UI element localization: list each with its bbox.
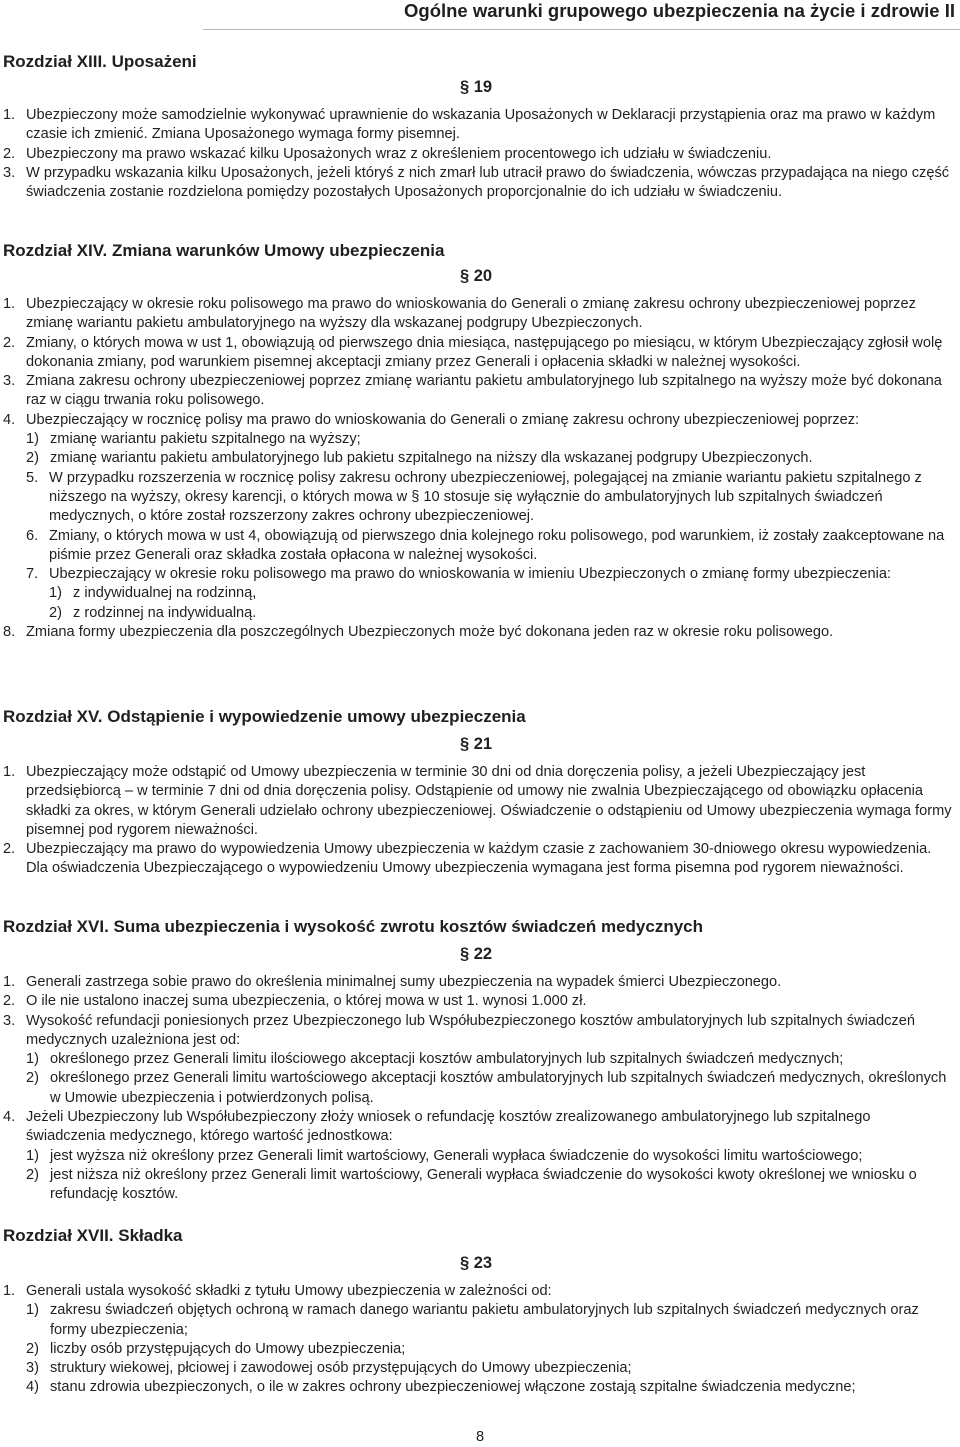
sub-list-item [3,1301,953,1340]
list-item-number: 7. [26,566,39,583]
chapter-heading: Rozdział XIV. Zmiana warunków Umowy ubezpieczenia [3,241,445,260]
list-item-text: Generali zastrzega sobie prawo do określenia minimalnej sumy ubezpieczenia na wypadek śmierci Ubezpieczonego. [26,974,782,990]
paragraph-number: § 23 [460,1254,493,1272]
list-item-number: 5. [26,469,39,486]
list-item [3,763,953,840]
header-divider [203,29,960,30]
sub-list-item-number: 2) [26,1070,39,1087]
list-item-text: O ile nie ustalono inaczej suma ubezpieczenia, o której mowa w ust 1. wynosi 1.000 zł. [26,993,587,1010]
sub-list-item [3,1340,953,1359]
sub-list-item-number: 2) [49,604,62,621]
sub-list-item-number: 1) [26,1147,39,1164]
list-item [3,565,953,584]
sub-list-item [3,604,953,623]
list-item-text: Ubezpieczający może odstąpić od Umowy ubezpieczenia w terminie 30 dni od dnia doręczenia polisy, a jeżeli Ubezpieczający jest przedsiębiorcą – w terminie 7 dni od dnia doręczenia polisy. Odstąpienie od umowy nie zwalnia Ubezpieczającego od obowiązku opłacenia składki za okres, w którym Generali udzielało ochrony ubezpieczeniowej. Oświadczenie o odstąpieniu od Umowy ubezpieczenia wymaga formy pisemnej pod rygorem nieważności. [26,764,952,838]
list-item-number: 4. [3,411,16,428]
sub-list-item [3,1069,953,1108]
sub-list-item [3,1147,953,1166]
list-item-text: Zmiany, o których mowa w ust 1, obowiązują od pierwszego dnia miesiąca, następującego po miesiącu, w którym Ubezpieczający zgłosił wolę dokonania zmiany, pod warunkiem pisemnej akceptacji zmiany przez Generali i opłacenia składki w należnej wysokości. [26,334,943,370]
list-item-number: 8. [3,624,16,641]
list-item-text: Zmiana zakresu ochrony ubezpieczeniowej poprzez zmianę wariantu pakietu ambulatoryjnego lub szpitalnego na wyższy może być dokonana raz w ciągu trwania roku polisowego. [26,373,942,409]
list-item-number: 2. [3,841,16,858]
paragraph-number: § 22 [460,945,493,963]
sub-list-item-number: 4) [26,1379,39,1396]
chapter-heading: Rozdział XV. Odstąpienie i wypowiedzenie umowy ubezpieczenia [3,707,526,726]
list-item [3,372,953,411]
list-item [3,334,953,373]
list-item-text: Ubezpieczający ma prawo do wypowiedzenia Umowy ubezpieczenia w każdym czasie z zachowaniem 30-dniowego okresu wypowiedzenia. Dla oświadczenia Ubezpieczającego o wypowiedzeniu Umowy ubezpieczenia wymagana jest forma pisemna pod rygorem nieważności. [26,841,932,877]
sub-list-item [3,1166,953,1205]
list-item [3,411,953,430]
list-item [3,295,953,334]
list-item-number: 1. [3,1283,16,1299]
list-item [3,469,953,527]
section-items [3,1282,953,1398]
list-item-text: Zmiany, o których mowa w ust 4, obowiązują od pierwszego dnia kolejnego roku polisowego, pod warunkiem, iż zostały zaakceptowane na piśmie przez Generali oraz składka została opłacona w należnej wysokości. [49,527,945,563]
list-item-number: 3. [3,164,16,181]
list-item-number: 1. [3,107,16,123]
sub-list-item-text: liczby osób przystępujących do Umowy ubezpieczenia; [50,1340,406,1357]
sub-list-item [3,1359,953,1378]
sub-list-item [3,584,953,603]
list-item-number: 6. [26,527,39,544]
sub-list-item-number: 1) [26,1302,39,1319]
sub-list-item-text: z rodzinnej na indywidualną. [73,604,257,621]
chapter-heading: Rozdział XIII. Uposażeni [3,52,197,71]
list-item-text: W przypadku wskazania kilku Uposażonych, jeżeli któryś z nich zmarł lub utracił prawo do świadczenia, wówczas przypadająca na niego część świadczenia zostanie rozdzielona pomiędzy pozostałych Uposażonych proporcjonalnie do ich udziału w świadczeniu. [26,164,950,201]
sub-list-item-number: 1) [49,585,62,602]
sub-list-item-number: 3) [26,1360,39,1377]
sub-list-item-number: 1) [26,431,39,448]
list-item-number: 3. [3,1012,16,1029]
sub-list-item-text: stanu zdrowia ubezpieczonych, o ile w zakres ochrony ubezpieczeniowej włączone zostają szpitalne świadczenia medyczne; [50,1379,856,1396]
list-item [3,840,953,879]
list-item-text: Ubezpieczający w okresie roku polisowego ma prawo do wnioskowania do Generali o zmianę zakresu ochrony ubezpieczeniowej poprzez zmianę wariantu pakietu ambulatoryjnego na wyższy dla wskazanej podgrupy Ubezpieczonych. [26,296,916,332]
sub-list-item-text: zmianę wariantu pakietu szpitalnego na wyższy; [50,431,361,448]
sub-list-item-text: struktury wiekowej, płciowej i zawodowej osób przystępujących do Umowy ubezpieczenia; [50,1360,632,1377]
chapter-heading: Rozdział XVII. Składka [3,1226,183,1245]
paragraph-number: § 20 [460,267,493,285]
page-number: 8 [475,1429,485,1445]
list-item-text: Ubezpieczający w okresie roku polisowego ma prawo do wnioskowania w imieniu Ubezpieczonych o zmianę formy ubezpieczenia: [49,566,891,583]
sub-list-item [3,1378,953,1397]
list-item-text: Generali ustala wysokość składki z tytułu Umowy ubezpieczenia w zależności od: [26,1283,552,1299]
list-item [3,1108,953,1147]
list-item-text: Ubezpieczony może samodzielnie wykonywać uprawnienie do wskazania Uposażonych w Deklaracji przystąpienia oraz ma prawo w każdym czasie ich zmienić. Zmiana Uposażonego wymaga formy pisemnej. [26,107,936,143]
list-item-number: 2. [3,993,16,1010]
paragraph-number: § 21 [460,735,493,753]
chapter-heading: Rozdział XVI. Suma ubezpieczenia i wysokość zwrotu kosztów świadczeń medycznych [3,917,704,936]
list-item-text: Zmiana formy ubezpieczenia dla poszczególnych Ubezpieczonych może być dokonana jeden raz w okresie roku polisowego. [26,624,834,641]
sub-list-item [3,430,953,449]
list-item-text: Jeżeli Ubezpieczony lub Współubezpieczony złoży wniosek o refundację kosztów zrealizowanego ambulatoryjnego lub szpitalnego świadczenia medycznego, którego wartość jednostkowa: [26,1109,871,1145]
list-item [3,992,953,1011]
list-item [3,106,953,145]
sub-list-item-text: jest niższa niż określony przez Generali limit wartościowy, Generali wypłaca świadczenie do wysokości kwoty określonej we wniosku o refundację kosztów. [50,1166,917,1203]
section-items [3,973,953,1205]
paragraph-number: § 19 [460,78,493,96]
list-item-text: W przypadku rozszerzenia w rocznicę polisy zakresu ochrony ubezpieczeniowej, polegającej na zmianie wariantu pakietu szpitalnego z niższego na wyższy, okresy karencji, o których mowa w § 10 stosuje się wyłącznie do ambulatoryjnych lub szpitalnych świadczeń medycznych, o które został rozszerzony zakres ochrony ubezpieczeniowej. [49,469,922,525]
list-item-text: Wysokość refundacji poniesionych przez Ubezpieczonego lub Współubezpieczonego kosztów ambulatoryjnych lub szpitalnych świadczeń medycznych uzależniona jest od: [26,1012,915,1048]
list-item-number: 3. [3,373,16,390]
sub-list-item-text: z indywidualnej na rodzinną, [73,585,257,602]
list-item [3,527,953,566]
sub-list-item-number: 2) [26,1166,39,1183]
sub-list-item-number: 1) [26,1051,39,1068]
sub-list-item-text: zmianę wariantu pakietu ambulatoryjnego lub pakietu szpitalnego na niższy dla wskazanej podgrupy Ubezpieczonych. [50,450,813,467]
sub-list-item-text: określonego przez Generali limitu ilościowego akceptacji kosztów ambulatoryjnych lub szpitalnych świadczeń medycznych; [50,1051,844,1068]
list-item-number: 4. [3,1109,16,1126]
list-item-text: Ubezpieczający w rocznicę polisy ma prawo do wnioskowania do Generali o zmianę zakresu ochrony ubezpieczeniowej poprzez: [26,411,860,428]
list-item [3,1282,953,1301]
list-item [3,164,953,203]
section-items [3,106,953,202]
list-item-number: 1. [3,296,16,312]
sub-list-item-number: 2) [26,450,39,467]
list-item [3,973,953,992]
sub-list-item [3,449,953,468]
sub-list-item-text: określonego przez Generali limitu wartościowego akceptacji kosztów ambulatoryjnych lub szpitalnych świadczeń medycznych, określonych w Umowie ubezpieczenia i potwierdzonych polisą. [50,1070,947,1106]
list-item [3,1012,953,1051]
list-item [3,145,953,164]
sub-list-item-text: zakresu świadczeń objętych ochroną w ramach danego wariantu pakietu ambulatoryjnych lub szpitalnych świadczeń medycznych oraz formy ubezpieczenia; [50,1302,919,1338]
list-item [3,623,953,642]
sub-list-item-text: jest wyższa niż określony przez Generali limit wartościowy, Generali wypłaca świadczenie do wysokości limitu wartościowego; [50,1147,863,1164]
section-items [3,295,953,642]
document-header-title: Ogólne warunki grupowego ubezpieczenia na życie i zdrowie II [404,0,955,21]
sub-list-item [3,1050,953,1069]
list-item-number: 1. [3,974,16,990]
list-item-number: 2. [3,334,16,351]
sub-list-item-number: 2) [26,1340,39,1357]
section-items [3,763,953,879]
list-item-number: 1. [3,764,16,780]
list-item-text: Ubezpieczony ma prawo wskazać kilku Uposażonych wraz z określeniem procentowego ich udziału w świadczeniu. [26,145,772,162]
list-item-number: 2. [3,145,16,162]
